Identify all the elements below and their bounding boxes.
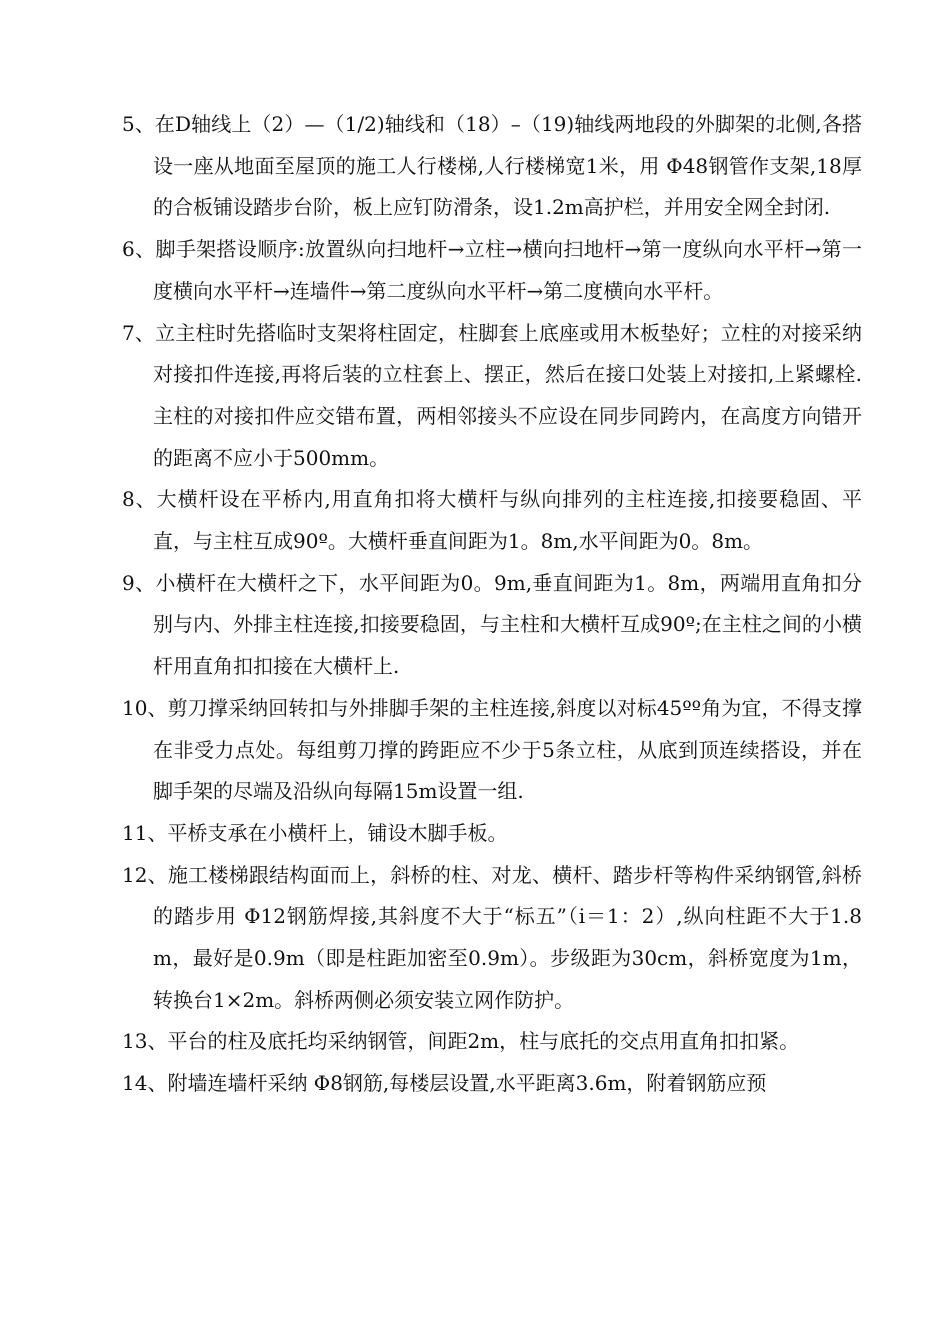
list-item-13: 13、平台的柱及底托均采纳钢管，间距2m，柱与底托的交点用直角扣扣紧。 [122, 1029, 800, 1054]
list-item-8: 8、大横杆设在平桥内,用直角扣将大横杆与纵向排列的主柱连接,扣接要稳固、平直，与主柱互成90º。大横杆垂直间距为1。8m,水平间距为0。8m。 [122, 487, 862, 554]
list-item-9: 9、小横杆在大横杆之下，水平间距为0。9m,垂直间距为1。8m，两端用直角扣分别与内、外排主柱连接,扣接要稳固，与主柱和大横杆互成90º;在主柱之间的小横杆用直角扣扣接在大横杆上. [122, 570, 862, 679]
list-item-10: 10、剪刀撑采纳回转扣与外排脚手架的主柱连接,斜度以对标45ºº角为宜，不得支撑在非受力点处。每组剪刀撑的跨距应不少于5条立柱，从底到顶连续搭设，并在脚手架的尽端及沿纵向每隔15m设置一组. [122, 695, 862, 804]
list-item-5: 5、在D轴线上（2）—（1/2)轴线和（18）–（19)轴线两地段的外脚架的北侧,各搭设一座从地面至屋顶的施工人行楼梯,人行楼梯宽1米，用 Φ48钢管作支架,18厚的合板铺设踏步台阶，板上应钉防滑条，设1.2m高护栏，并用安全网全封闭. [122, 112, 862, 220]
list-item-14: 14、附墙连墙杆采纳 Φ8钢筋,每楼层设置,水平距离3.6m，附着钢筋应预 [122, 1071, 767, 1096]
list-item-6: 6、脚手架搭设顺序:放置纵向扫地杆→立柱→横向扫地杆→第一度纵向水平杆→第一度横向水平杆→连墙件→第二度纵向水平杆→第二度横向水平杆。 [122, 237, 862, 303]
list-item-12: 12、施工楼梯跟结构面而上，斜桥的柱、对龙、横杆、踏步杆等构件采纳钢管,斜桥的踏步用 Φ12钢筋焊接,其斜度不大于“标五”（i＝1：2）,纵向柱距不大于1.8m，最好是0.9m（即是柱距加密至0.9m）。步级距为30cm，斜桥宽度为1m，转换台1×2m。斜桥两侧必须安装立网作防护。 [122, 862, 862, 1012]
list-item-7: 7、立主柱时先搭临时支架将柱固定，柱脚套上底座或用木板垫好；立柱的对接采纳对接扣件连接,再将后装的立柱套上、摆正，然后在接口处装上对接扣,上紧螺栓.主柱的对接扣件应交错布置，两相邻接头不应设在同步同跨内，在高度方向错开的距离不应小于500mm。 [122, 320, 862, 470]
document-body [122, 104, 862, 1105]
list-item-11: 11、平桥支承在小横杆上，铺设木脚手板。 [122, 820, 508, 845]
